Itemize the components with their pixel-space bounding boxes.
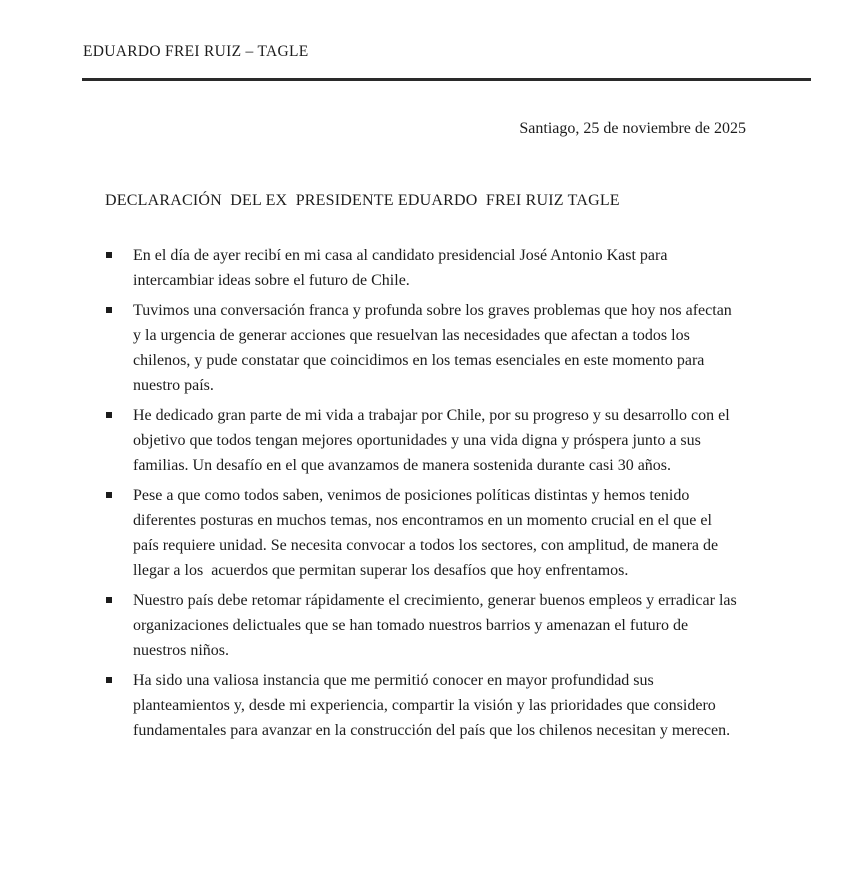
square-bullet-icon <box>106 307 112 313</box>
bullet-text: Pese a que como todos saben, venimos de posiciones políticas distintas y hemos tenido diferentes posturas en muchos temas, nos encontramos en un momento crucial en el que el país requiere unidad. Se necesita convocar a todos los sectores, con amplitud, de manera de llegar a los acuerdos que permitan superar los desafíos que hoy enfrentamos. <box>133 487 723 579</box>
document-title: DECLARACIÓN DEL EX PRESIDENTE EDUARDO FREI RUIZ TAGLE <box>105 192 620 209</box>
bullet-item <box>106 298 766 398</box>
bullet-item <box>106 668 766 743</box>
bullet-text: Nuestro país debe retomar rápidamente el crecimiento, generar buenos empleos y erradicar las organizaciones delictuales que se han tomado nuestros barrios y amenazan el futuro de nuestros niños. <box>133 592 741 659</box>
bullet-text: He dedicado gran parte de mi vida a trabajar por Chile, por su progreso y su desarrollo con el objetivo que todos tengan mejores oportunidades y una vida digna y próspera junto a sus familias. Un desafío en el que avanzamos de manera sostenida durante casi 30 años. <box>133 407 734 474</box>
square-bullet-icon <box>106 677 112 683</box>
bullet-item <box>106 483 766 583</box>
bullet-item <box>106 403 766 478</box>
bullet-text: En el día de ayer recibí en mi casa al candidato presidencial José Antonio Kast para intercambiar ideas sobre el futuro de Chile. <box>133 247 672 289</box>
bullet-text: Ha sido una valiosa instancia que me permitió conocer en mayor profundidad sus planteamientos y, desde mi experiencia, compartir la visión y las prioridades que considero fundamentales para avanzar en la construcción del país que los chilenos necesitan y merecen. <box>133 672 731 739</box>
bullet-text: Tuvimos una conversación franca y profunda sobre los graves problemas que hoy nos afectan y la urgencia de generar acciones que resuelvan las necesidades que afectan a todos los chilenos, y pude constatar que coincidimos en los temas esenciales en este momento para nuestro país. <box>133 302 736 394</box>
bullet-list <box>106 243 766 748</box>
square-bullet-icon <box>106 252 112 258</box>
dateline: Santiago, 25 de noviembre de 2025 <box>519 120 746 137</box>
bullet-item <box>106 588 766 663</box>
header-rule <box>82 78 811 81</box>
square-bullet-icon <box>106 412 112 418</box>
bullet-item <box>106 243 766 293</box>
letterhead-name: EDUARDO FREI RUIZ – TAGLE <box>83 43 309 60</box>
square-bullet-icon <box>106 597 112 603</box>
square-bullet-icon <box>106 492 112 498</box>
